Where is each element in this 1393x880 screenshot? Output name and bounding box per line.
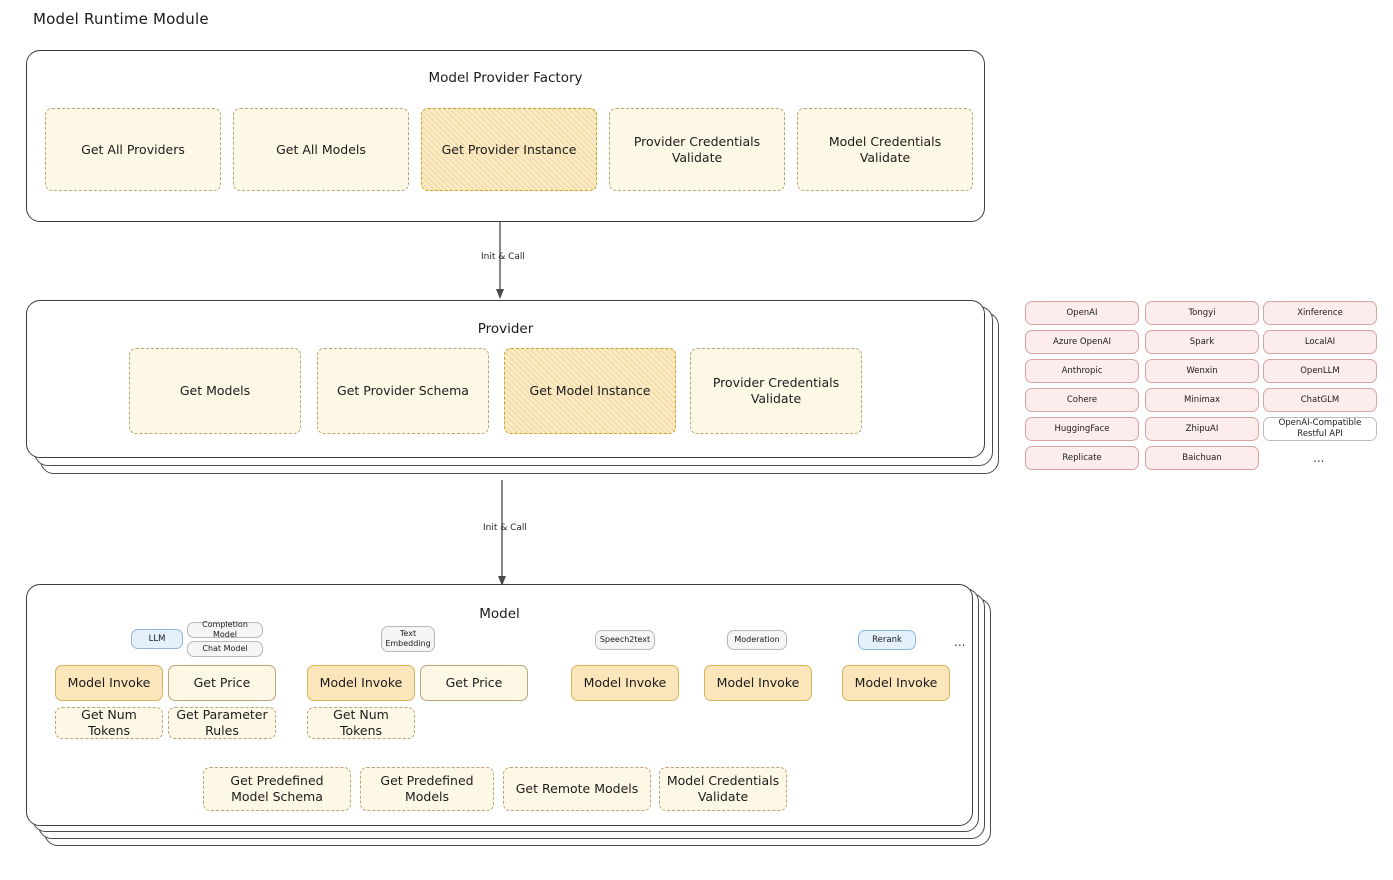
model-title: Model xyxy=(479,606,520,622)
model-method-label: Model Invoke xyxy=(319,675,403,691)
model-common-get-predefined-model-schema[interactable] xyxy=(203,767,351,811)
provider-pill-label: OpenLLM xyxy=(1300,365,1340,376)
provider-pill-label: ZhipuAI xyxy=(1185,423,1219,434)
model-method-llm-get-parameter-rules[interactable] xyxy=(168,707,276,739)
provider-pill-xinference[interactable] xyxy=(1263,301,1377,325)
provider-node-get-model-instance[interactable] xyxy=(504,348,676,434)
provider-node-get-provider-schema[interactable] xyxy=(317,348,489,434)
model-method-label: Model Invoke xyxy=(583,675,667,691)
model-type-llm[interactable] xyxy=(131,629,183,649)
model-type-text-embedding[interactable] xyxy=(381,626,435,652)
provider-pill-label: OpenAI-Compatible Restful API xyxy=(1278,418,1362,439)
model-method-label: Model Invoke xyxy=(854,675,938,691)
model-type-moderation[interactable] xyxy=(727,630,787,650)
provider-pill-label: ChatGLM xyxy=(1300,394,1340,405)
model-method-label: Get Price xyxy=(193,675,251,691)
model-type-label: Moderation xyxy=(734,635,780,644)
model-method-llm-model-invoke[interactable] xyxy=(55,665,163,701)
provider-pill-anthropic[interactable] xyxy=(1025,359,1139,383)
model-method-label: Get Price xyxy=(445,675,503,691)
factory-title: Model Provider Factory xyxy=(428,70,583,86)
provider-pill-spark[interactable] xyxy=(1145,330,1259,354)
provider-pill-wenxin[interactable] xyxy=(1145,359,1259,383)
provider-pill-label: LocalAI xyxy=(1304,336,1336,347)
provider-pill-azure-openai[interactable] xyxy=(1025,330,1139,354)
model-method-moderation-model-invoke[interactable] xyxy=(704,665,812,701)
provider-pill-label: Cohere xyxy=(1066,394,1098,405)
provider-pill-label: Tongyi xyxy=(1188,307,1216,318)
model-type-label: Speech2text xyxy=(599,635,651,644)
factory-node-get-all-providers[interactable] xyxy=(45,108,221,191)
provider-pill-chatglm[interactable] xyxy=(1263,388,1377,412)
model-method-embedding-get-num-tokens[interactable] xyxy=(307,707,415,739)
model-type-label: LLM xyxy=(148,633,166,644)
model-method-label: Get Num Tokens xyxy=(81,707,137,738)
model-common-get-remote-models[interactable] xyxy=(503,767,651,811)
factory-node-get-provider-instance[interactable] xyxy=(421,108,597,191)
page-title: Model Runtime Module xyxy=(33,10,209,28)
model-type-label: Text Embedding xyxy=(385,629,431,648)
provider-pill-zhipuai[interactable] xyxy=(1145,417,1259,441)
model-method-label: Model Invoke xyxy=(67,675,151,691)
model-types-more-ellipsis: ... xyxy=(954,635,966,649)
provider-pill-replicate[interactable] xyxy=(1025,446,1139,470)
factory-node-get-all-models[interactable] xyxy=(233,108,409,191)
provider-pill-openai-compatible[interactable] xyxy=(1263,417,1377,441)
factory-node-label: Get All Models xyxy=(276,141,366,157)
provider-node-label: Get Provider Schema xyxy=(337,383,469,399)
model-type-speech2text[interactable] xyxy=(595,630,655,650)
arrow-label-2: Init & Call xyxy=(483,523,527,533)
model-common-label: Get Remote Models xyxy=(515,781,639,797)
model-method-label: Get Parameter Rules xyxy=(176,707,268,738)
model-method-label: Model Invoke xyxy=(716,675,800,691)
provider-pill-huggingface[interactable] xyxy=(1025,417,1139,441)
factory-node-label: Get All Providers xyxy=(81,141,185,157)
arrow-label-1: Init & Call xyxy=(481,252,525,262)
model-type-completion-model[interactable] xyxy=(187,622,263,638)
provider-pill-baichuan[interactable] xyxy=(1145,446,1259,470)
model-common-label: Get Predefined Model Schema xyxy=(230,773,324,804)
model-type-chat-model[interactable] xyxy=(187,641,263,657)
model-common-model-credentials-validate[interactable] xyxy=(659,767,787,811)
model-method-speech2text-model-invoke[interactable] xyxy=(571,665,679,701)
provider-pill-label: Replicate xyxy=(1062,452,1102,463)
model-method-llm-get-num-tokens[interactable] xyxy=(55,707,163,739)
provider-pill-label: Baichuan xyxy=(1182,452,1222,463)
provider-node-get-models[interactable] xyxy=(129,348,301,434)
provider-node-label: Get Model Instance xyxy=(529,383,651,399)
provider-pill-minimax[interactable] xyxy=(1145,388,1259,412)
provider-pill-label: Azure OpenAI xyxy=(1053,336,1111,347)
provider-pill-label: OpenAI xyxy=(1066,307,1098,318)
model-method-embedding-model-invoke[interactable] xyxy=(307,665,415,701)
model-common-label: Model Credentials Validate xyxy=(666,773,780,804)
provider-pill-label: Minimax xyxy=(1184,394,1220,405)
provider-pill-openllm[interactable] xyxy=(1263,359,1377,383)
provider-pill-label: Wenxin xyxy=(1186,365,1218,376)
factory-node-provider-credentials-validate[interactable] xyxy=(609,108,785,191)
model-box xyxy=(26,584,973,826)
provider-node-provider-credentials-validate[interactable] xyxy=(690,348,862,434)
factory-node-model-credentials-validate[interactable] xyxy=(797,108,973,191)
provider-box xyxy=(26,300,985,458)
model-method-embedding-get-price[interactable] xyxy=(420,665,528,701)
factory-node-label: Provider Credentials Validate xyxy=(633,133,761,165)
provider-pill-label: Anthropic xyxy=(1061,365,1103,376)
model-type-label: Completion Model xyxy=(202,620,248,639)
provider-pill-label: Xinference xyxy=(1297,307,1343,318)
model-common-get-predefined-models[interactable] xyxy=(360,767,494,811)
provider-node-label: Provider Credentials Validate xyxy=(712,375,840,406)
providers-more-ellipsis: ... xyxy=(1313,451,1325,465)
factory-node-label: Get Provider Instance xyxy=(441,141,577,157)
model-method-rerank-model-invoke[interactable] xyxy=(842,665,950,701)
provider-node-label: Get Models xyxy=(179,383,251,399)
model-type-rerank[interactable] xyxy=(858,630,916,650)
model-provider-factory-box xyxy=(26,50,985,222)
provider-pill-localai[interactable] xyxy=(1263,330,1377,354)
provider-pill-label: HuggingFace xyxy=(1054,423,1110,434)
provider-title: Provider xyxy=(477,321,534,337)
provider-pill-openai[interactable] xyxy=(1025,301,1139,325)
provider-pill-tongyi[interactable] xyxy=(1145,301,1259,325)
model-method-llm-get-price[interactable] xyxy=(168,665,276,701)
model-type-label: Rerank xyxy=(872,634,902,645)
model-common-label: Get Predefined Models xyxy=(380,773,474,804)
provider-pill-label: Spark xyxy=(1189,336,1215,347)
provider-pill-cohere[interactable] xyxy=(1025,388,1139,412)
factory-node-label: Model Credentials Validate xyxy=(828,133,942,165)
model-method-label: Get Num Tokens xyxy=(333,707,389,738)
model-type-label: Chat Model xyxy=(202,644,248,653)
